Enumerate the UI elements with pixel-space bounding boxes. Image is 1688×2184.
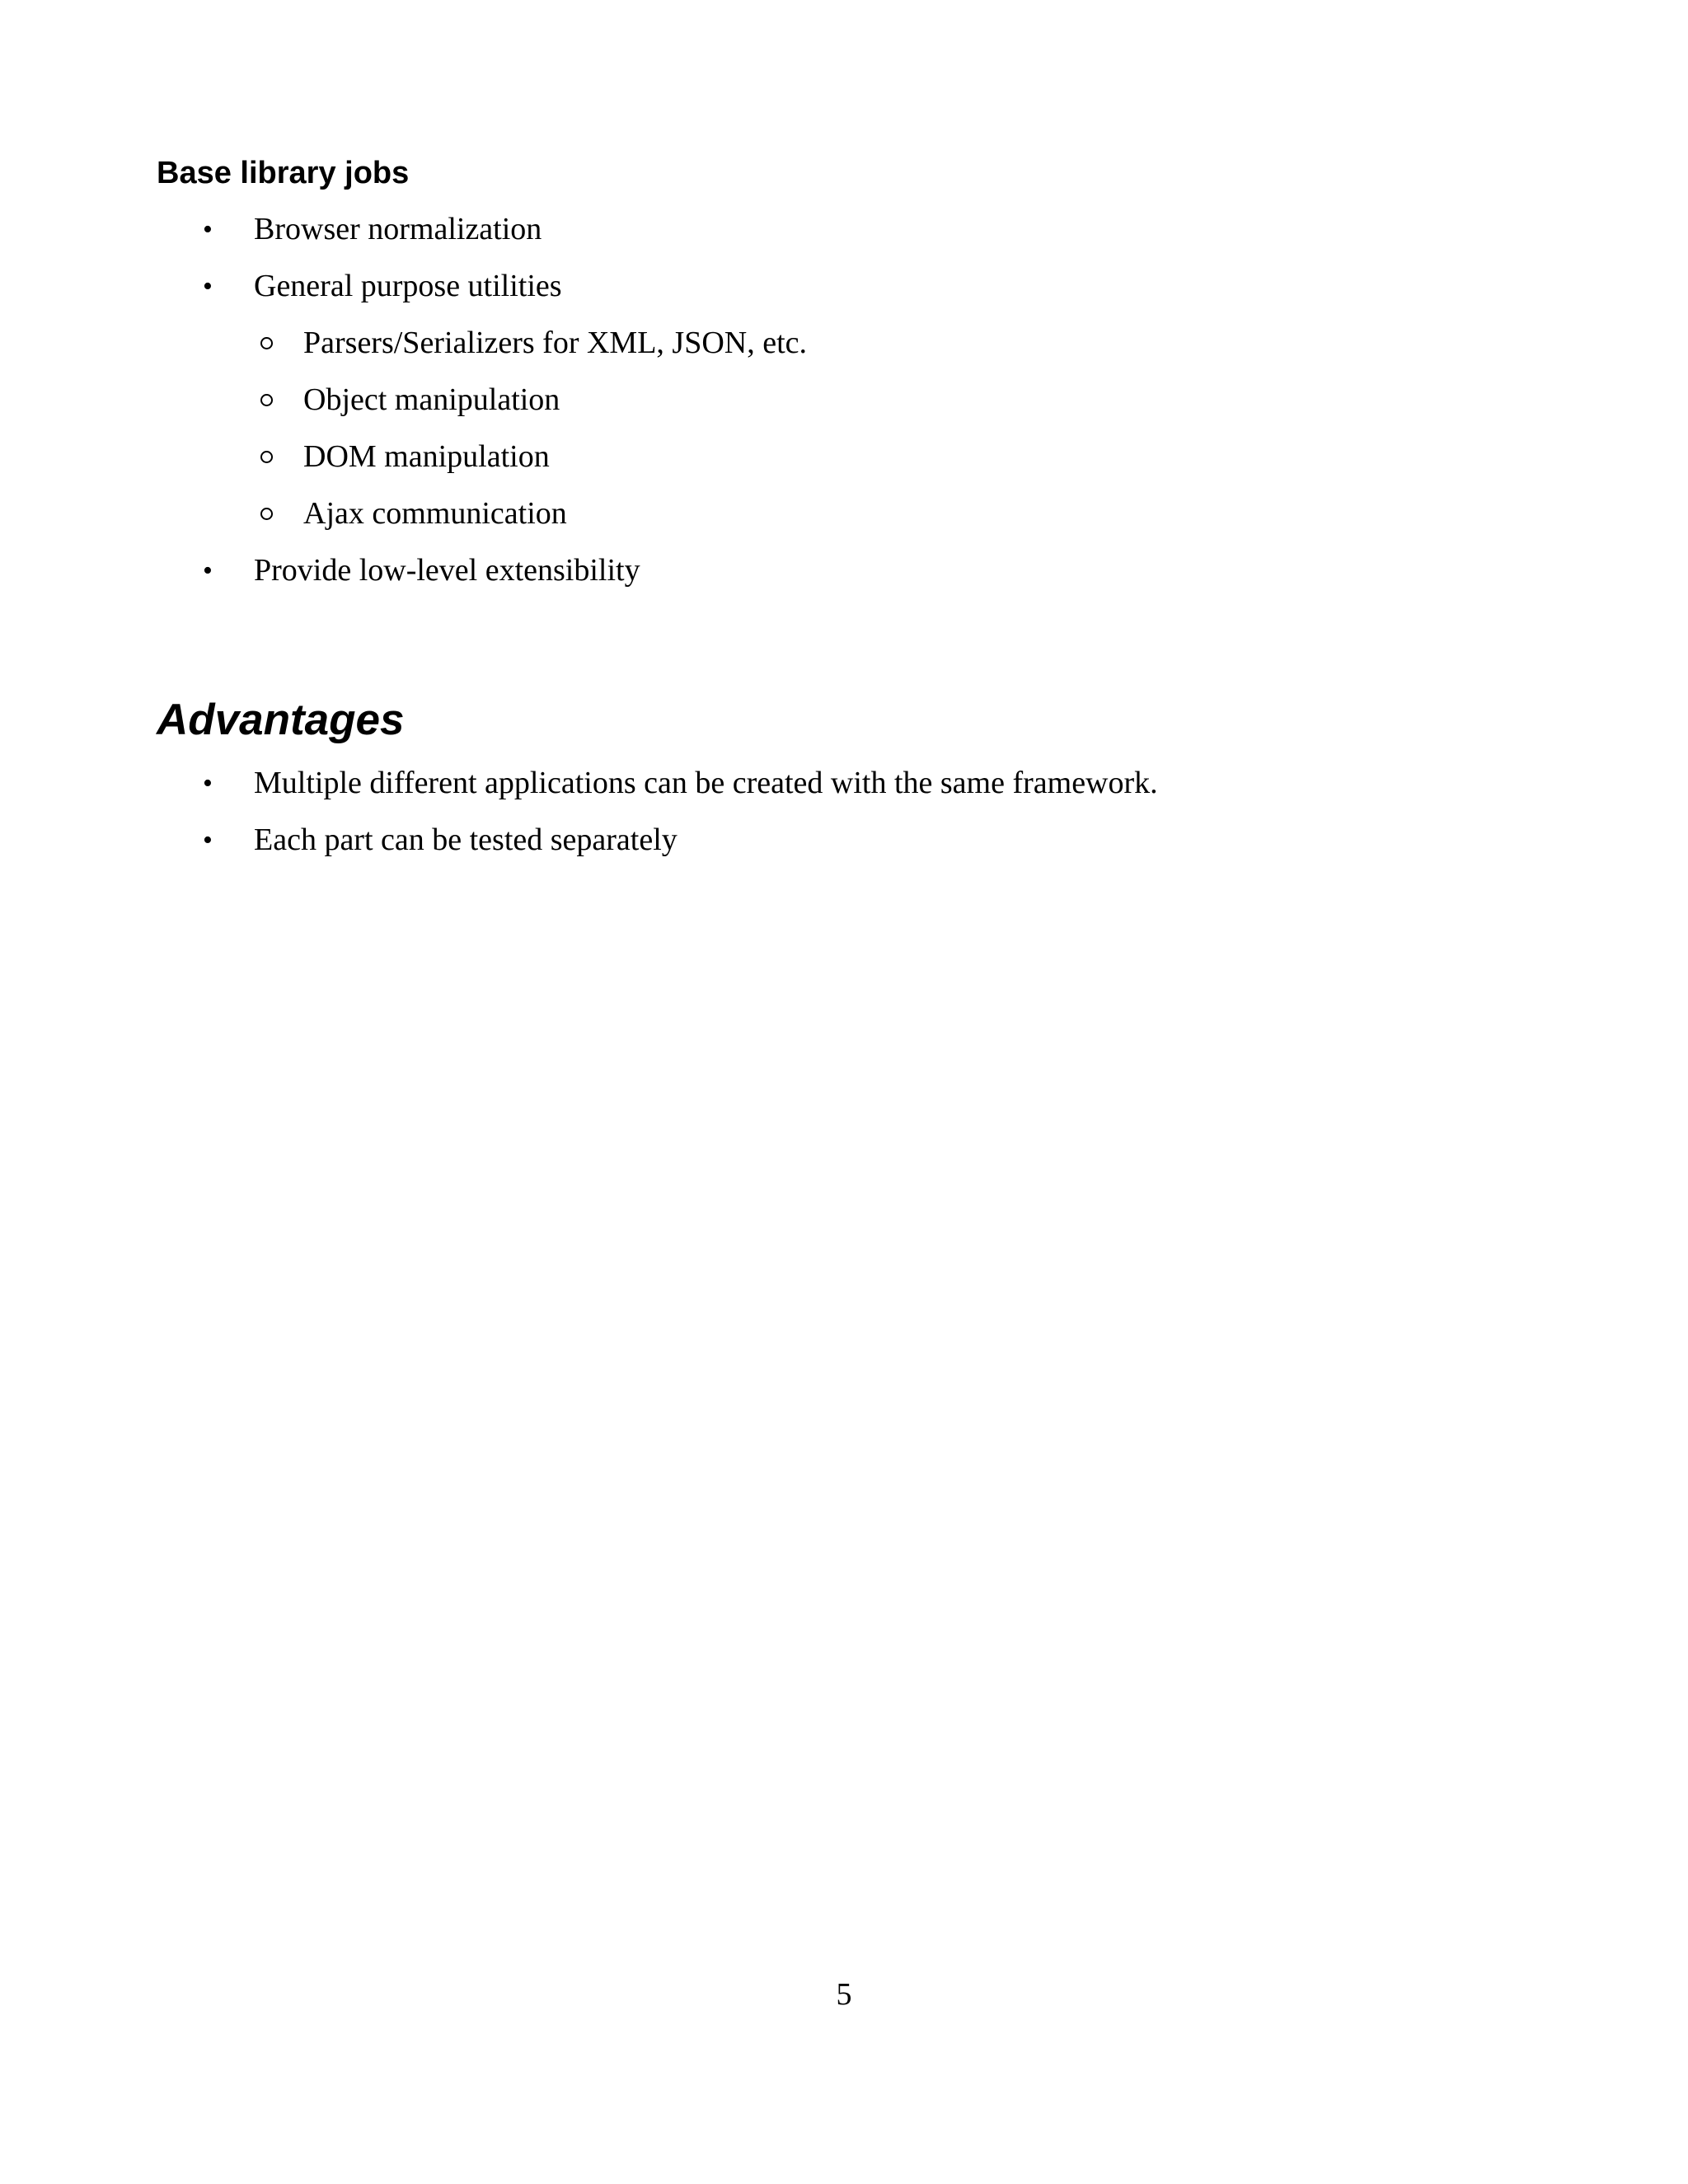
list-item-text: General purpose utilities: [254, 269, 562, 303]
list-item-text: Provide low-level extensibility: [254, 553, 640, 588]
section-heading-base-library-jobs: Base library jobs: [157, 156, 410, 190]
bullet-disc-icon: •: [203, 555, 213, 586]
list-item-text: Each part can be tested separately: [254, 823, 678, 857]
bullet-circle-icon: [260, 337, 273, 349]
sub-list-item-text: Object manipulation: [303, 382, 560, 417]
page-number: 5: [836, 1977, 852, 2012]
bullet-disc-icon: •: [203, 825, 213, 855]
bullet-disc-icon: •: [203, 768, 213, 799]
section-heading-advantages: Advantages: [157, 696, 405, 744]
bullet-disc-icon: •: [203, 214, 213, 245]
list-item-text: Browser normalization: [254, 212, 542, 246]
sub-list-item-text: Ajax communication: [303, 496, 567, 531]
sub-list-item-text: DOM manipulation: [303, 439, 550, 474]
list-item-text: Multiple different applications can be created with the same framework.: [254, 766, 1158, 800]
sub-list-item-text: Parsers/Serializers for XML, JSON, etc.: [303, 326, 808, 360]
bullet-circle-icon: [260, 508, 273, 520]
bullet-circle-icon: [260, 451, 273, 463]
bullet-circle-icon: [260, 394, 273, 406]
bullet-disc-icon: •: [203, 271, 213, 302]
